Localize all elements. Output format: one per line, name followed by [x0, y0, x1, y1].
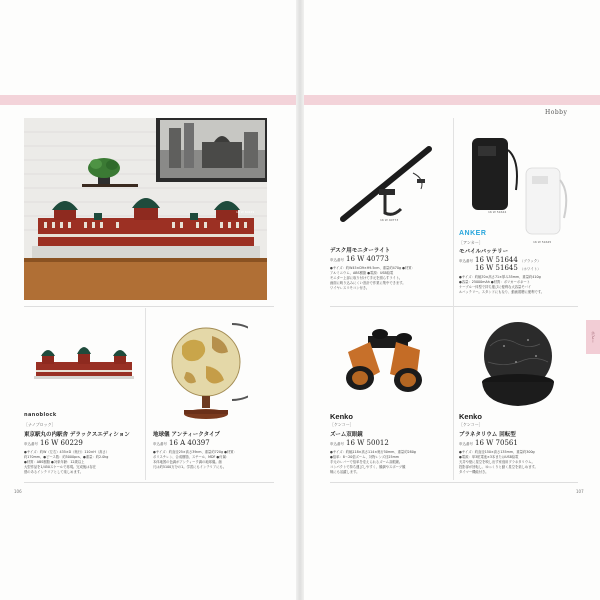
desc-line: 約170mm、●ピース数：約5000pcs、●重量：約2.0kg	[24, 455, 109, 459]
desc-line: ●サイズ：約W（左右）435×D（奥行）110×H（高さ）	[24, 450, 110, 454]
desc-line: ●倍率：8〜20倍ズーム、対物レンズ径25mm	[330, 455, 399, 459]
desc-line: 投影部が回転し、ゆっくりと動く星空を楽しめます。	[459, 465, 538, 469]
desc-line: ●材質：ABS樹脂 ●対象年齢：12歳以上	[24, 460, 85, 464]
desc-line: ●サイズ：約W45×D9×H9.5cm、重量約470g ●材質：	[330, 266, 415, 270]
anker-battery-image	[464, 130, 574, 240]
desc-line: 大型作品を1/450スケールで再現。完成後は存在	[24, 465, 97, 469]
code-value: 16 W 50012	[346, 439, 389, 447]
product-code	[459, 256, 541, 264]
product-name: デスク用モニターライト	[330, 248, 391, 254]
product-description	[459, 275, 579, 295]
header-band-right	[304, 95, 600, 105]
product-code	[330, 439, 389, 447]
product-description	[459, 450, 579, 475]
product-description	[153, 450, 275, 470]
code-value: 16 W 60229	[40, 439, 83, 447]
code-label: 申込番号	[24, 442, 38, 446]
product-code	[153, 439, 210, 447]
brand-logo: nanoblock	[24, 412, 57, 418]
brand-reading: ［アンカー］	[459, 240, 483, 245]
code-label: 申込番号	[459, 259, 473, 263]
tokyo-station-thumbnail	[34, 340, 134, 380]
desc-line: ●電源：単3乾電池×3本またはUSB給電	[459, 455, 519, 459]
product-name: モバイルバッテリー	[459, 249, 509, 255]
binoculars-image	[338, 322, 438, 398]
anker-white-code: 16 W 51645	[533, 240, 552, 244]
code-value: 16 W 70561	[475, 439, 518, 447]
desc-line: 尺は約5100万分の1。学習にもインテリアにも。	[153, 465, 227, 469]
code-value: 16 A 40397	[169, 439, 210, 447]
code-label: 申込番号	[459, 442, 473, 446]
desc-line: アルミニウム、ABS樹脂 ●電源：USB給電	[330, 271, 394, 275]
product-name: 地球儀 アンティークタイプ	[153, 432, 220, 438]
divider	[24, 482, 274, 483]
desc-line: 感のあるインテリアとして楽しめます。	[24, 470, 84, 474]
desc-line: 戦にも活躍します。	[330, 470, 360, 474]
brand-reading: ［ケンコー］	[459, 422, 483, 427]
desc-line: ポリスチレン、合成樹脂、スチール、MDF ●付属：	[153, 455, 230, 459]
product-code-2	[459, 264, 541, 272]
desc-line: ●サイズ：約幅70×高さ71×厚み35mm、重量約410g	[459, 275, 541, 279]
code-color: （ブラック）	[519, 259, 541, 263]
code-value: 16 W 40773	[346, 255, 389, 263]
brand-reading: ［ナノブロック］	[24, 422, 56, 427]
section-label: Hobby	[545, 109, 568, 116]
code-value: 16 W 51645	[475, 264, 518, 272]
desc-line: 天井や壁に星空を映し出す家庭用プラネタリウム。	[459, 460, 535, 464]
desc-line: ●サイズ：約幅118×高さ114×奥行50mm、重量約280g	[330, 450, 416, 454]
product-name: 東京駅丸の内駅舎 デラックスエディション	[24, 432, 130, 438]
desc-line: ルバッテリー。スタンドにもなり、動画視聴に便利です。	[459, 290, 545, 294]
desc-line: ケーブル一体型で持ち運びに便利な大容量モバイ	[459, 285, 532, 289]
divider	[330, 482, 578, 483]
code-label: 申込番号	[153, 442, 167, 446]
product-code	[24, 439, 83, 447]
divider	[145, 308, 146, 480]
product-description	[330, 266, 446, 291]
divider	[24, 306, 274, 307]
hero-image-code: 16 W 60229	[236, 210, 255, 214]
anker-black-code: 16 W 51644	[488, 210, 507, 214]
divider	[453, 118, 454, 480]
hero-photo	[24, 118, 267, 300]
side-index-tab[interactable]: ホビー	[586, 320, 600, 354]
brand-logo: Kenko	[459, 412, 482, 421]
brand-logo: ANKER	[459, 230, 487, 237]
code-color: （ホワイト）	[519, 267, 541, 271]
desc-line: 本体地図の色調がアンティーク調の地球儀。縮	[153, 460, 222, 464]
desc-line: ワイヤレスリモコン付き。	[330, 286, 370, 290]
desc-line: コンパクトで持ち運びしやすく、観劇やスポーツ観	[330, 465, 406, 469]
page-gutter	[296, 0, 304, 600]
product-code	[330, 255, 389, 263]
page-number-right: 107	[576, 489, 584, 494]
desc-line: ●容量：25000mAh ●材質：ポリカーボネート	[459, 280, 530, 284]
desc-line: 手元のレバーで倍率を変えられるズーム双眼鏡。	[330, 460, 403, 464]
code-label: 申込番号	[330, 258, 344, 262]
planetarium-image	[470, 316, 566, 412]
product-name: ズーム双眼鏡	[330, 432, 363, 438]
desk-light-box-code: 16 W 40773	[380, 218, 399, 222]
globe-image	[168, 316, 248, 422]
desc-line: タイマー機能付き。	[459, 470, 489, 474]
brand-logo: Kenko	[330, 412, 353, 421]
desc-line: ●サイズ：約直径150×高さ135mm、重量約300g	[459, 450, 535, 454]
page-number-left: 106	[14, 489, 22, 494]
divider	[330, 306, 578, 307]
product-description	[330, 450, 448, 475]
product-code	[459, 439, 518, 447]
brand-reading: ［ケンコー］	[330, 422, 354, 427]
product-description	[24, 450, 140, 475]
desc-line: モニター上部に取り付けて手元を照らすライト。	[330, 276, 403, 280]
header-band-left	[0, 95, 296, 105]
code-label: 申込番号	[330, 442, 344, 446]
code-value: 16 W 51644	[475, 256, 518, 264]
desc-line: 画面に映り込みにくい設計で作業に集中できます。	[330, 281, 406, 285]
desc-line: ●サイズ：約直径25×高さ39cm、重量約720g ●材質：	[153, 450, 237, 454]
tokyo-station-diorama-image	[24, 118, 267, 300]
product-name: プラネタリウム 回転型	[459, 432, 516, 438]
